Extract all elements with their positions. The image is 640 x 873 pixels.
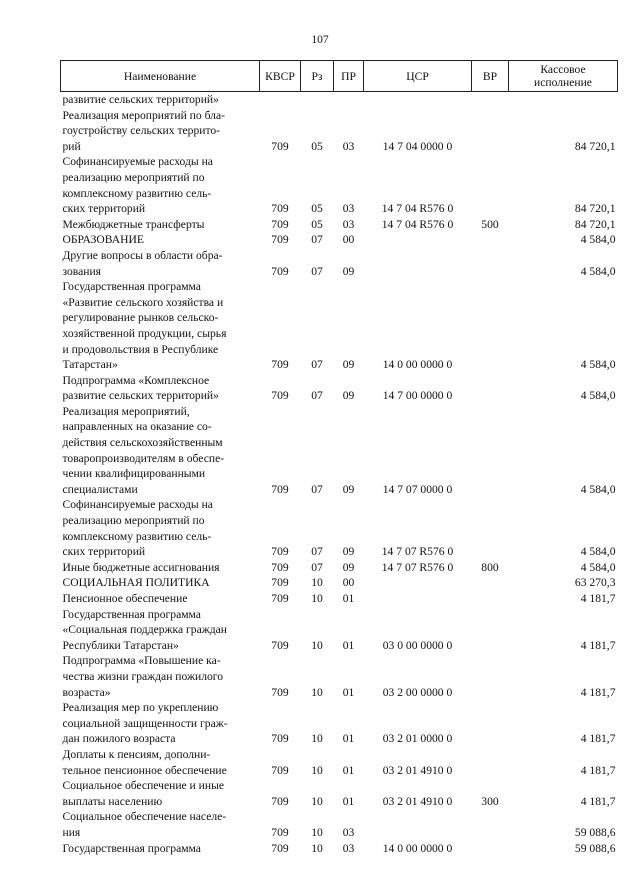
- cell-name: Государственная программа «Развитие сельского хозяйства и регулирование рынков сельско- хозяйственной продукции, сырья и продовольствия в Республике Татарстан»: [62, 280, 227, 372]
- cell-rz: 05: [311, 217, 323, 231]
- cell-pr: 00: [342, 576, 355, 590]
- table-row: [61, 373, 618, 404]
- cell-rz: 07: [311, 482, 323, 496]
- cell-kvsr: 709: [271, 841, 289, 855]
- cell-rz: 07: [311, 264, 323, 278]
- table-body: [61, 92, 618, 857]
- cell-amount: 4 584,0: [580, 233, 616, 247]
- cell-csr: [364, 92, 472, 108]
- cell-rz: 10: [311, 763, 323, 777]
- cell-amount: 4 584,0: [580, 389, 616, 403]
- cell-amount: 4 584,0: [580, 482, 616, 496]
- cell-csr: [364, 248, 472, 279]
- cell-pr: 03: [342, 139, 355, 153]
- cell-kvsr: 709: [271, 685, 289, 699]
- cell-vr: [472, 279, 509, 373]
- cell-name: Реализация мероприятий по бла- гоустройству сельских террито- рий: [62, 108, 225, 153]
- cell-rz: 10: [311, 685, 323, 699]
- cell-rz: 07: [311, 389, 323, 403]
- cell-vr: [472, 248, 509, 279]
- cell-kvsr: 709: [271, 139, 289, 153]
- cell-vr: [472, 154, 509, 216]
- cell-vr: 300: [481, 794, 499, 808]
- cell-amount: 59 088,6: [574, 825, 616, 839]
- cell-pr: 09: [342, 482, 355, 496]
- table-row: [61, 591, 618, 607]
- table-row: [61, 700, 618, 747]
- cell-kvsr: 709: [271, 389, 289, 403]
- table-row: [61, 560, 618, 576]
- table-row: [61, 653, 618, 700]
- cell-kvsr: 709: [271, 763, 289, 777]
- cell-pr: 01: [342, 732, 355, 746]
- cell-kvsr: 709: [271, 202, 289, 216]
- cell-rz: 07: [311, 560, 323, 574]
- cell-csr: [364, 809, 472, 840]
- cell-rz: 10: [311, 732, 323, 746]
- cell-name: СОЦИАЛЬНАЯ ПОЛИТИКА: [62, 576, 210, 590]
- cell-rz: 07: [311, 233, 323, 247]
- cell-csr: [364, 575, 472, 591]
- cell-name: Другие вопросы в области обра- зования: [62, 248, 223, 278]
- cell-csr: 14 7 04 R576 0: [381, 217, 454, 231]
- header-kvsr: КВСР: [260, 61, 301, 92]
- cell-pr: 03: [342, 841, 355, 855]
- cell-rz: 10: [311, 638, 323, 652]
- cell-vr: [472, 653, 509, 700]
- cell-csr: 14 7 07 R576 0: [381, 545, 454, 559]
- cell-vr: [472, 497, 509, 559]
- budget-table: [60, 60, 618, 856]
- cell-amount: 4 584,0: [580, 358, 616, 372]
- page-number: 107: [311, 34, 329, 46]
- cell-kvsr: 709: [271, 576, 289, 590]
- cell-name: Реализация мероприятий, направленных на оказание со- действия сельскохозяйственным товаропроизводителям в обеспе- чении квалифицированными специалистами: [62, 404, 225, 496]
- table-row: [61, 747, 618, 778]
- table-row: [61, 248, 618, 279]
- cell-vr: [472, 607, 509, 654]
- cell-rz: 07: [311, 545, 323, 559]
- cell-kvsr: 709: [271, 217, 289, 231]
- cell-vr: [472, 373, 509, 404]
- cell-vr: [472, 700, 509, 747]
- cell-csr: 03 2 01 4910 0: [382, 794, 453, 808]
- table-row: [61, 108, 618, 155]
- cell-csr: 14 0 00 0000 0: [382, 358, 453, 372]
- cell-rz: 10: [311, 576, 323, 590]
- cell-rz: 07: [311, 358, 323, 372]
- cell-name: Государственная программа «Социальная поддержка граждан Республики Татарстан»: [62, 607, 228, 652]
- cell-pr: 01: [342, 638, 355, 652]
- cell-name: Иные бюджетные ассигнования: [62, 560, 220, 574]
- cell-csr: 14 7 00 0000 0: [382, 389, 453, 403]
- cell-name: Подпрограмма «Комплексное развитие сельских территорий»: [62, 373, 219, 403]
- cell-pr: 01: [342, 763, 355, 777]
- cell-csr: 03 2 00 0000 0: [382, 685, 453, 699]
- cell-csr: 03 2 01 4910 0: [382, 763, 453, 777]
- table-row: [61, 809, 618, 840]
- cell-vr: [472, 809, 509, 840]
- cell-pr: 09: [342, 389, 355, 403]
- cell-csr: 14 0 00 0000 0: [382, 841, 453, 855]
- cell-rz: 10: [311, 841, 323, 855]
- cell-vr: [472, 591, 509, 607]
- cell-amount: 59 088,6: [574, 841, 616, 855]
- cell-amount: 84 720,1: [574, 202, 616, 216]
- cell-kvsr: 709: [271, 358, 289, 372]
- cell-vr: [472, 232, 509, 248]
- cell-vr: 800: [481, 560, 499, 574]
- table-row: [61, 404, 618, 498]
- table-row: [61, 778, 618, 809]
- cell-pr: 09: [342, 358, 355, 372]
- cell-vr: [472, 108, 509, 155]
- cell-amount: 4 181,7: [580, 685, 616, 699]
- cell-name: Подпрограмма «Повышение ка- чества жизни граждан пожилого возраста»: [62, 654, 224, 699]
- cell-amount: 4 181,7: [580, 794, 616, 808]
- cell-kvsr: 709: [271, 638, 289, 652]
- cell-name: развитие сельских территорий»: [62, 93, 219, 106]
- cell-rz: 10: [311, 794, 323, 808]
- header-rz: Рз: [301, 61, 334, 92]
- cell-name: Межбюджетные трансферты: [62, 217, 205, 231]
- header-vr: ВР: [472, 61, 509, 92]
- cell-pr: 09: [342, 545, 355, 559]
- table-row: [61, 841, 618, 857]
- cell-amount: 4 181,7: [580, 638, 616, 652]
- table-row: [61, 232, 618, 248]
- cell-amount: 4 181,7: [580, 763, 616, 777]
- cell-pr: 00: [342, 233, 355, 247]
- header-csr: ЦСР: [364, 61, 472, 92]
- cell-amount: 4 181,7: [580, 592, 616, 605]
- cell-pr: 01: [342, 794, 355, 808]
- cell-amount: 4 584,0: [580, 264, 616, 278]
- cell-amount: 63 270,3: [574, 576, 616, 590]
- cell-pr: 03: [342, 202, 355, 216]
- cell-amount: 84 720,1: [574, 139, 616, 153]
- cell-name: Социальное обеспечение и иные выплаты населению: [62, 779, 225, 808]
- cell-vr: 500: [481, 217, 499, 231]
- cell-pr: 09: [342, 264, 355, 278]
- table-row: [61, 154, 618, 216]
- header-pr: ПР: [334, 61, 364, 92]
- cell-rz: 05: [311, 139, 323, 153]
- cell-csr: 03 2 01 0000 0: [382, 732, 453, 746]
- cell-name: Софинансируемые расходы на реализацию мероприятий по комплексному развитию сель- ских территорий: [62, 498, 213, 559]
- cell-amount: 4 584,0: [580, 545, 616, 559]
- table-row: [61, 92, 618, 108]
- cell-vr: [472, 575, 509, 591]
- cell-kvsr: 709: [271, 825, 289, 839]
- header-name: Наименование: [61, 61, 260, 92]
- cell-name: Пенсионное обеспечение: [62, 592, 188, 605]
- cell-kvsr: 709: [271, 732, 289, 746]
- cell-vr: [472, 404, 509, 498]
- cell-amount: 84 720,1: [574, 217, 616, 231]
- table-row: [61, 575, 618, 591]
- cell-csr: 14 7 07 0000 0: [382, 482, 453, 496]
- cell-csr: 14 7 04 0000 0: [382, 139, 453, 153]
- cell-rz: 05: [311, 202, 323, 216]
- cell-amount: 4 584,0: [580, 560, 616, 574]
- cell-name: Софинансируемые расходы на реализацию мероприятий по комплексному развитию сель- ских территорий: [62, 155, 213, 216]
- cell-pr: 03: [342, 217, 355, 231]
- cell-csr: [364, 232, 472, 248]
- cell-pr: 01: [342, 685, 355, 699]
- cell-kvsr: 709: [271, 592, 289, 605]
- cell-pr: 09: [342, 560, 355, 574]
- cell-kvsr: 709: [271, 794, 289, 808]
- cell-csr: 14 7 04 R576 0: [381, 202, 454, 216]
- cell-rz: 10: [311, 592, 323, 605]
- cell-csr: 14 7 07 R576 0: [381, 560, 454, 574]
- cell-vr: [472, 747, 509, 778]
- cell-name: Социальное обеспечение населе- ния: [62, 810, 227, 839]
- cell-kvsr: 709: [271, 264, 289, 278]
- cell-kvsr: 709: [271, 545, 289, 559]
- table-header-row: [61, 61, 618, 92]
- cell-name: Доплаты к пенсиям, дополни- тельное пенсионное обеспечение: [62, 747, 227, 777]
- header-amount: Кассовое исполнение: [509, 61, 618, 92]
- cell-kvsr: 709: [271, 560, 289, 574]
- cell-rz: [301, 92, 334, 108]
- cell-pr: [334, 92, 364, 108]
- cell-csr: [364, 591, 472, 607]
- table-row: [61, 279, 618, 373]
- cell-csr: 03 0 00 0000 0: [382, 638, 453, 652]
- cell-pr: 01: [342, 592, 355, 605]
- cell-pr: 03: [342, 825, 355, 839]
- cell-name: Реализация мер по укреплению социальной защищенности граж- дан пожилого возраста: [62, 701, 228, 746]
- cell-amount: [509, 92, 618, 108]
- cell-vr: [472, 92, 509, 108]
- table-row: [61, 497, 618, 559]
- cell-kvsr: [260, 92, 301, 108]
- cell-rz: 10: [311, 825, 323, 839]
- cell-name: ОБРАЗОВАНИЕ: [62, 233, 144, 247]
- cell-kvsr: 709: [271, 233, 289, 247]
- table-row: [61, 607, 618, 654]
- cell-name: Государственная программа: [62, 841, 201, 855]
- table-row: [61, 217, 618, 233]
- cell-amount: 4 181,7: [580, 732, 616, 746]
- cell-vr: [472, 841, 509, 857]
- cell-kvsr: 709: [271, 482, 289, 496]
